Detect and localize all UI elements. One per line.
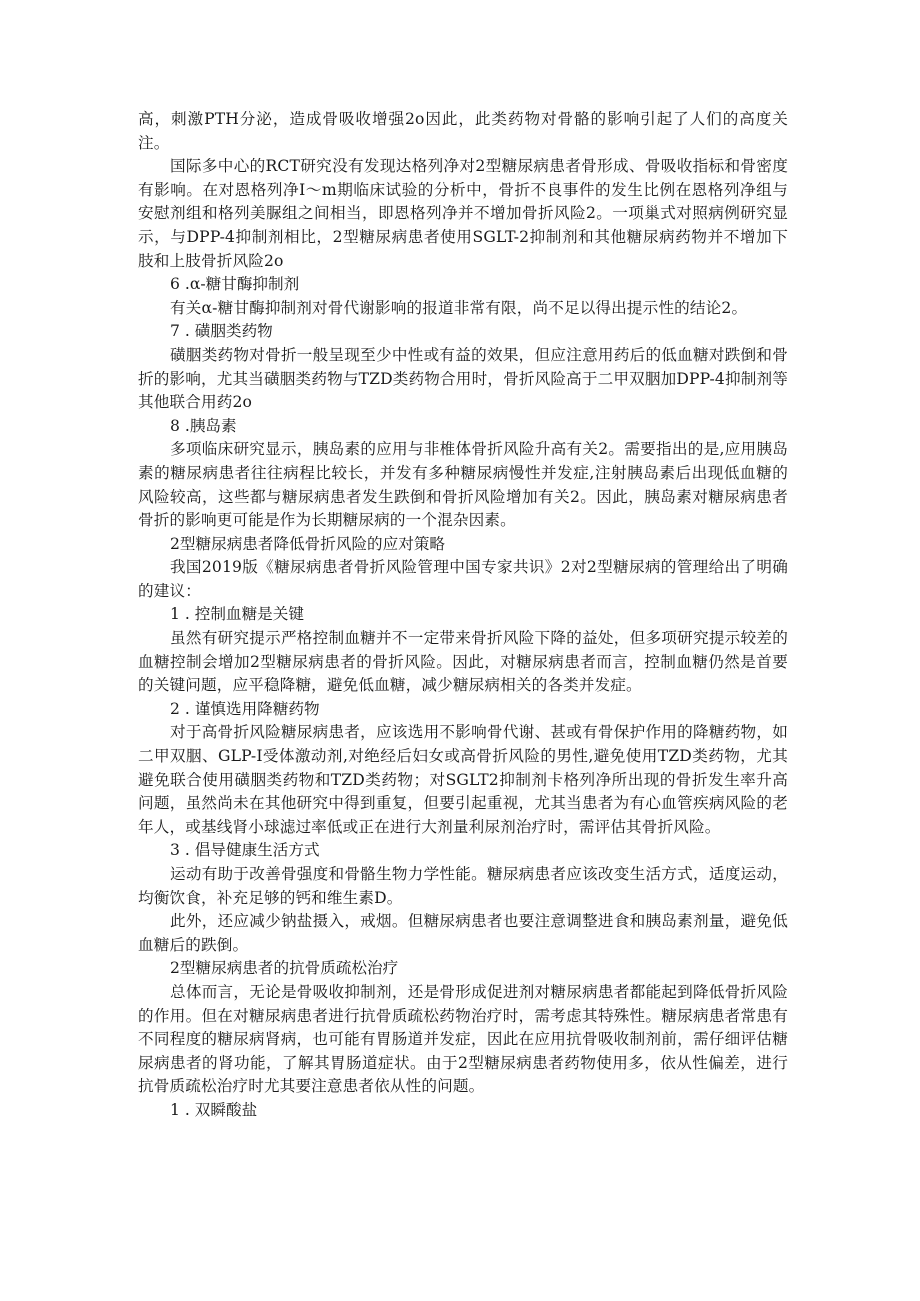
section-heading: 1 . 双瞬酸盐 — [170, 1100, 258, 1119]
paragraph: 对于高骨折风险糖尿病患者，应该选用不影响骨代谢、甚或有骨保护作用的降糖药物，如二甲双胭、GLP-I受体激动剂,对绝经后妇女或高骨折风险的男性,避免使用TZD类药物，尤其避免联合使用磺胭类药物和TZD类药物；对SGLT2抑制剂卡格列净所出现的骨折发生率升高问题，虽然尚未在其他研究中得到重复，但要引起重视，尤其当患者为有心血管疾病风险的老年人，或基线肾小球滤过率低或正在进行大剂量利尿剂治疗时，需评估其骨折风险。 — [138, 723, 788, 836]
paragraph: 国际多中心的RCT研究没有发现达格列净对2型糖尿病患者骨形成、骨吸收指标和骨密度有影响。在对恩格列净I～m期临床试验的分析中，骨折不良事件的发生比例在恩格列净组与安慰剂组和格列美脲组之间相当，即恩格列净并不增加骨折风险2。一项巢式对照病例研究显示，与DPP-4抑制剂相比，2型糖尿病患者使用SGLT-2抑制剂和其他糖尿病药物并不增加下肢和上肢骨折风险2o — [138, 157, 788, 270]
paragraph: 我国2019版《糖尿病患者骨折风险管理中国专家共识》2对2型糖尿病的管理给出了明确的建议： — [138, 558, 788, 600]
paragraph: 有关α-糖甘酶抑制剂对骨代谢影响的报道非常有限，尚不足以得出提示性的结论2。 — [170, 298, 748, 317]
section-heading: 3 . 倡导健康生活方式 — [170, 841, 320, 860]
document-body — [138, 108, 788, 1123]
section-heading: 7 . 磺胭类药物 — [170, 322, 273, 341]
section-heading: 2型糖尿病患者的抗骨质疏松治疗 — [170, 959, 399, 978]
section-heading: 1 . 控制血糖是关键 — [170, 605, 304, 624]
section-heading: 6 .α-糖甘酶抑制剂 — [170, 275, 300, 294]
paragraph: 此外，还应减少钠盐摄入，戒烟。但糖尿病患者也要注意调整进食和胰岛素剂量，避免低血糖后的跌倒。 — [138, 912, 788, 954]
paragraph: 虽然有研究提示严格控制血糖并不一定带来骨折风险下降的益处，但多项研究提示较差的血糖控制会增加2型糖尿病患者的骨折风险。因此，对糖尿病患者而言，控制血糖仍然是首要的关键问题，应平稳降糖，避免低血糖，减少糖尿病相关的各类并发症。 — [138, 629, 788, 695]
section-heading: 2 . 谨慎选用降糖药物 — [170, 699, 320, 718]
paragraph: 运动有助于改善骨强度和骨骼生物力学性能。糖尿病患者应该改变生活方式，适度运动，均衡饮食，补充足够的钙和维生素D。 — [138, 865, 788, 907]
paragraph: 多项临床研究显示，胰岛素的应用与非椎体骨折风险升高有关2。需要指出的是,应用胰岛素的糖尿病患者往往病程比较长，并发有多种糖尿病慢性并发症,注射胰岛素后出现低血糖的风险较高，这些都与糖尿病患者发生跌倒和骨折风险增加有关2。因此，胰岛素对糖尿病患者骨折的影响更可能是作为长期糖尿病的一个混杂因素。 — [138, 440, 788, 530]
paragraph: 总体而言，无论是骨吸收抑制剂，还是骨形成促进剂对糖尿病患者都能起到降低骨折风险的作用。但在对糖尿病患者进行抗骨质疏松药物治疗时，需考虑其特殊性。糖尿病患者常患有不同程度的糖尿病肾病，也可能有胃肠道并发症，因此在应用抗骨吸收制剂前，需仔细评估糖尿病患者的肾功能，了解其胃肠道症状。由于2型糖尿病患者药物使用多，依从性偏差，进行抗骨质疏松治疗时尤其要注意患者依从性的问题。 — [138, 982, 788, 1096]
paragraph: 高，刺激PTH分泌，造成骨吸收增强2o因此，此类药物对骨骼的影响引起了人们的高度关注。 — [138, 110, 788, 152]
section-heading: 8 .胰岛素 — [170, 416, 237, 435]
section-heading: 2型糖尿病患者降低骨折风险的应对策略 — [170, 534, 446, 553]
paragraph: 磺胭类药物对骨折一般呈现至少中性或有益的效果，但应注意用药后的低血糖对跌倒和骨折的影响，尤其当磺胭类药物与TZD类药物合用时，骨折风险高于二甲双胭加DPP-4抑制剂等其他联合用药2o — [138, 345, 788, 412]
